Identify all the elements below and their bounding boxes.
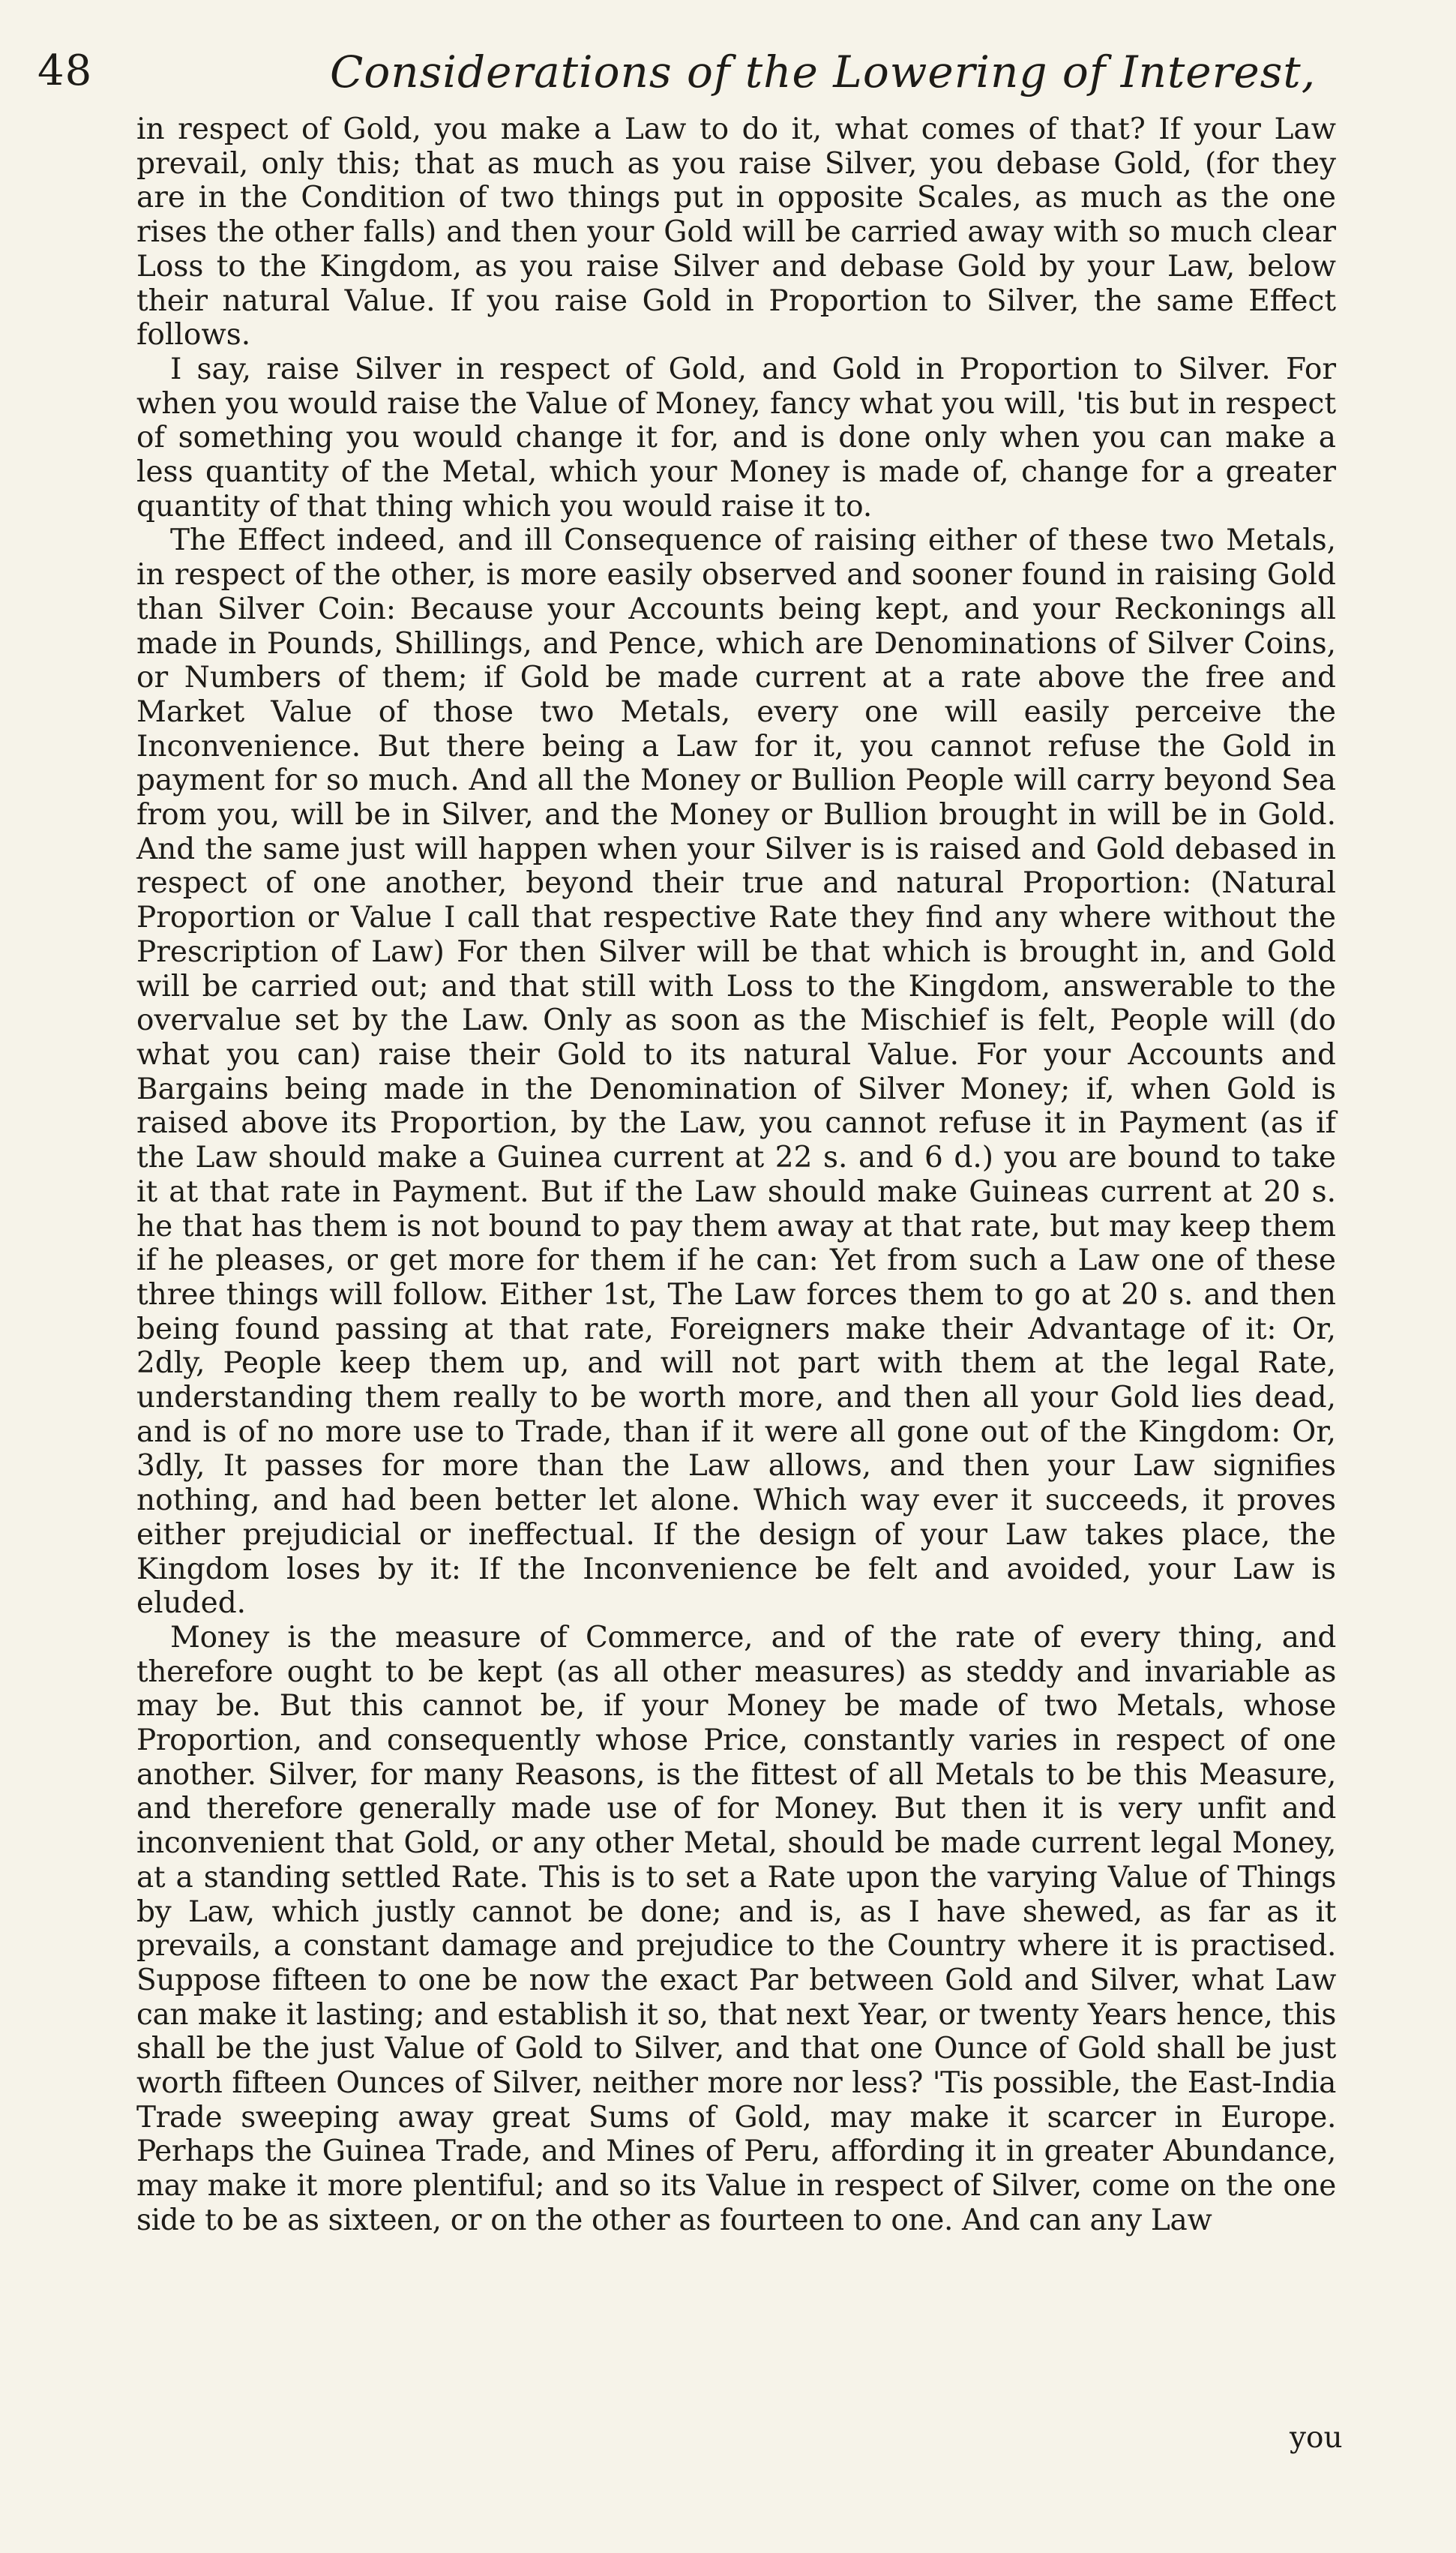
paragraph: I say, raise Silver in respect of Gold, and Gold in Proportion to Silver. For when you would raise the Value of Money, fancy what you will, 'tis but in respect of something you would change it for, and is done only when you can make a less quantity of the Metal, which your Money is made of, change for a greater quantity of that thing which you would raise it to. [136, 352, 1336, 524]
page-number: 48 [37, 46, 93, 95]
catchword: you [1290, 2421, 1343, 2455]
paragraph: The Effect indeed, and ill Consequence of raising either of these two Metals, in respect of the other, is more easily observed and sooner found in raising Gold than Silver Coin: Because your Accounts being kept, and your Reckonings all made in Pounds, Shillings, and Pence, which are Denominations of Silver Coins, or Numbers of them; if Gold be made current at a rate above the free and Market Value of those two Metals, every one will easily perceive the Inconvenience. But there being a Law for it, you cannot refuse the Gold in payment for so much. And all the Money or Bullion People will carry beyond Sea from you, will be in Silver, and the Money or Bullion brought in will be in Gold. And the same just will happen when your Silver is is raised and Gold debased in respect of one another, beyond their true and natural Proportion: (Natural Proportion or Value I call that respective Rate they find any where without the Prescription of Law) For then Silver will be that which is brought in, and Gold will be carried out; and that still with Loss to the Kingdom, answerable to the overvalue set by the Law. Only as soon as the Mischief is felt, People will (do what you can) raise their Gold to its natural Value. For your Accounts and Bargains being made in the Denomination of Silver Money; if, when Gold is raised above its Proportion, by the Law, you cannot refuse it in Payment (as if the Law should make a Guinea current at 22 s. and 6 d.) you are bound to take it at that rate in Payment. But if the Law should make Guineas current at 20 s. he that has them is not bound to pay them away at that rate, but may keep them if he pleases, or get more for them if he can: Yet from such a Law one of these three things will follow. Either 1st, The Law forces them to go at 20 s. and then being found passing at that rate, Foreigners make their Advantage of it: Or, 2dly, People keep them up, and will not part with them at the legal Rate, understanding them really to be worth more, and then all your Gold lies dead, and is of no more use to Trade, than if it were all gone out of the Kingdom: Or, 3dly, It passes for more than the Law allows, and then your Law signifies nothing, and had been better let alone. Which way ever it succeeds, it proves either prejudicial or ineffectual. If the design of your Law takes place, the Kingdom loses by it: If the Inconvenience be felt and avoided, your Law is eluded. [136, 524, 1336, 1621]
paragraph: Money is the measure of Commerce, and of the rate of every thing, and therefore ought to be kept (as all other measures) as steddy and invariable as may be. But this cannot be, if your Money be made of two Metals, whose Proportion, and consequently whose Price, constantly varies in respect of one another. Silver, for many Reasons, is the fittest of all Metals to be this Measure, and therefore generally made use of for Money. But then it is very unfit and inconvenient that Gold, or any other Metal, should be made current legal Money, at a standing settled Rate. This is to set a Rate upon the varying Value of Things by Law, which justly cannot be done; and is, as I have shewed, as far as it prevails, a constant damage and prejudice to the Country where it is practised. Suppose fifteen to one be now the exact Par between Gold and Silver, what Law can make it lasting; and establish it so, that next Year, or twenty Years hence, this shall be the just Value of Gold to Silver, and that one Ounce of Gold shall be just worth fifteen Ounces of Silver, neither more nor less? 'Tis possible, the East-India Trade sweeping away great Sums of Gold, may make it scarcer in Europe. Perhaps the Guinea Trade, and Mines of Peru, affording it in greater Abundance, may make it more plentiful; and so its Value in respect of Silver, come on the one side to be as sixteen, or on the other as fourteen to one. And can any Law [136, 1620, 1336, 2237]
paragraph-continued: in respect of Gold, you make a Law to do it, what comes of that? If your Law prevail, only this; that as much as you raise Silver, you debase Gold, (for they are in the Condition of two things put in opposite Scales, as much as the one rises the other falls) and then your Gold will be carried away with so much clear Loss to the Kingdom, as you raise Silver and debase Gold by your Law, below their natural Value. If you raise Gold in Proportion to Silver, the same Effect follows. [136, 112, 1336, 352]
running-title: Considerations of the Lowering of Interest, [330, 46, 1317, 98]
body-text [136, 112, 1336, 2238]
